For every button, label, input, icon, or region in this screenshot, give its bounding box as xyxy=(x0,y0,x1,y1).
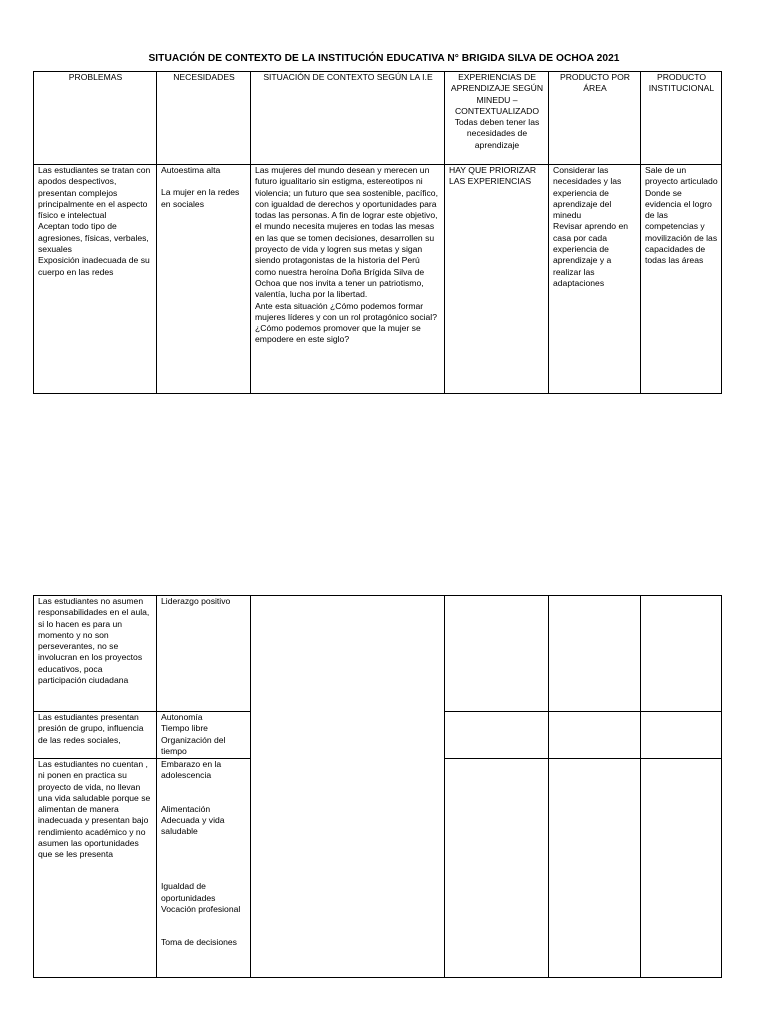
header-situacion: SITUACIÓN DE CONTEXTO SEGÚN LA I.E xyxy=(251,72,445,165)
cell-empty xyxy=(549,712,641,759)
cell-problemas: Las estudiantes no cuentan , ni ponen en practica su proyecto de vida, no llevan una vida saludable porque se alimentan de manera inadecuada y presentan bajo rendimiento académico y no asumen las oportunidades que se les presenta xyxy=(34,759,157,978)
context-table xyxy=(33,71,722,394)
cell-empty xyxy=(445,712,549,759)
header-producto-area: PRODUCTO POR ÁREA xyxy=(549,72,641,165)
cell-empty xyxy=(445,759,549,978)
cell-empty xyxy=(641,712,722,759)
cell-empty xyxy=(641,596,722,712)
cell-problemas: Las estudiantes presentan presión de grupo, influencia de las redes sociales, xyxy=(34,712,157,759)
cell-necesidades: Embarazo en la adolescencia Alimentación Adecuada y vida saludable Igualdad de oportunidades Vocación profesional Toma de decisiones xyxy=(157,759,251,978)
cell-situacion: Las mujeres del mundo desean y merecen un futuro igualitario sin estigma, estereotipos ni violencia; un futuro que sea sostenible, pacífico, con igualdad de derechos y oportunidades para todas las personas. A fin de lograr este objetivo, el mundo necesita mujeres en todas las mesas en las que se tomen decisiones, desarrollen su proyecto de vida y logren sus metas y sigan siendo protagonistas de la historia del Perú como nuestra heroína Doña Brígida Silva de Ochoa que nos invita a tener un patriotismo, valentía, lucha por la libertad. Ante esta situación ¿Cómo podemos formar mujeres líderes y con un rol protagónico social? ¿Cómo podemos promover que la mujer se empodere en este siglo? xyxy=(251,165,445,394)
header-problemas: PROBLEMAS xyxy=(34,72,157,165)
header-producto-institucional: PRODUCTO INSTITUCIONAL xyxy=(641,72,722,165)
document-title: SITUACIÓN DE CONTEXTO DE LA INSTITUCIÓN EDUCATIVA N° BRIGIDA SILVA DE OCHOA 2021 xyxy=(148,53,620,64)
cell-empty xyxy=(445,596,549,712)
cell-problemas: Las estudiantes no asumen responsabilidades en el aula, si lo hacen es para un momento y no son perseverantes, no se involucran en los proyectos educativos, poca participación ciudadana xyxy=(34,596,157,712)
cell-empty xyxy=(549,596,641,712)
cell-necesidades: Autonomía Tiempo libre Organización del tiempo xyxy=(157,712,251,759)
cell-empty xyxy=(641,759,722,978)
cell-producto-area: Considerar las necesidades y las experiencia de aprendizaje del minedu Revisar aprendo en casa por cada experiencia de aprendizaje y a realizar las adaptaciones xyxy=(549,165,641,394)
cell-necesidades: Autoestima alta La mujer en la redes en sociales xyxy=(157,165,251,394)
header-experiencias: EXPERIENCIAS DE APRENDIZAJE SEGÚN MINEDU – CONTEXTUALIZADO Todas deben tener las necesidades de aprendizaje xyxy=(445,72,549,165)
table-row xyxy=(34,165,722,394)
header-necesidades: NECESIDADES xyxy=(157,72,251,165)
cell-empty xyxy=(549,759,641,978)
cell-producto-institucional: Sale de un proyecto articulado Donde se evidencia el logro de las competencias y movilización de las capacidades de todas las áreas xyxy=(641,165,722,394)
table-row xyxy=(34,596,722,712)
cell-necesidades: Liderazgo positivo xyxy=(157,596,251,712)
needs-table xyxy=(33,595,722,978)
cell-problemas: Las estudiantes se tratan con apodos despectivos, presentan complejos principalmente en el aspecto físico e intelectual Aceptan todo tipo de agresiones, físicas, verbales, sexuales Exposición inadecuada de su cuerpo en las redes xyxy=(34,165,157,394)
header-row xyxy=(34,72,722,165)
cell-experiencias: HAY QUE PRIORIZAR LAS EXPERIENCIAS xyxy=(445,165,549,394)
cell-situacion-empty xyxy=(251,596,445,978)
